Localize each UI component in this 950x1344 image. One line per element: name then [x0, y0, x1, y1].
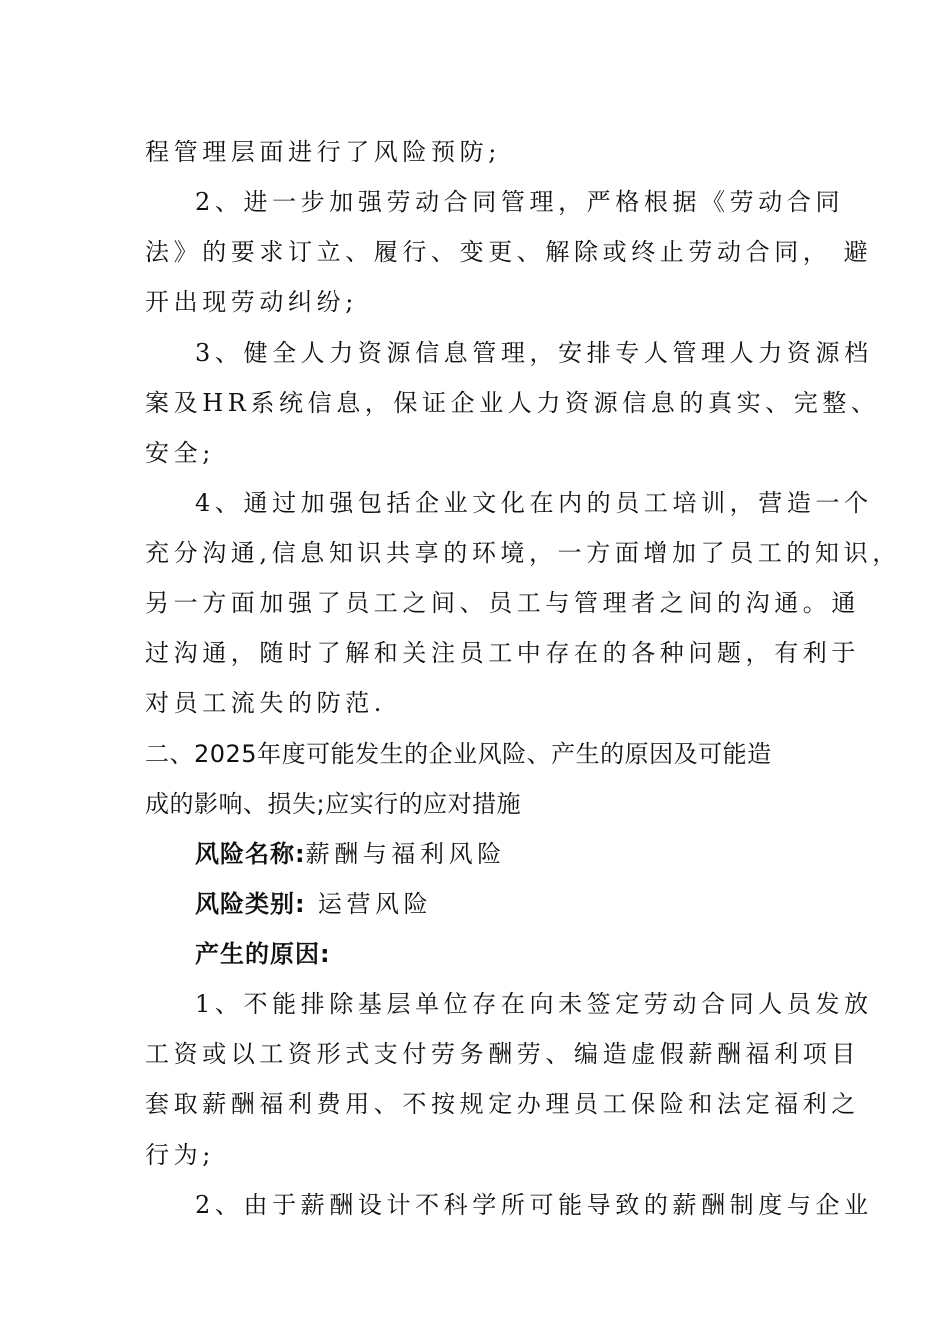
- text-line: 案及HR系统信息，保证企业人力资源信息的真实、完整、: [145, 389, 880, 417]
- text-line: 2、由于薪酬设计不科学所可能导致的薪酬制度与企业: [195, 1191, 873, 1219]
- risk-name-label: 风险名称:: [195, 840, 306, 868]
- risk-name-row: [195, 832, 807, 876]
- text-line: 套取薪酬福利费用、不按规定办理员工保险和法定福利之: [145, 1090, 860, 1118]
- text-line: 2、进一步加强劳动合同管理，严格根据《劳动合同: [195, 188, 845, 216]
- text-line: 工资或以工资形式支付劳务酬劳、编造虚假薪酬福利项目: [145, 1040, 860, 1068]
- text-line: 开出现劳动纠纷;: [145, 288, 358, 316]
- text-line: 对员工流失的防范.: [145, 689, 387, 717]
- text-line: 另一方面加强了员工之间、员工与管理者之间的沟通。通: [145, 589, 860, 617]
- text-line: 法》的要求订立、履行、变更、解除或终止劳动合同， 避: [145, 238, 873, 266]
- text-line: 3、健全人力资源信息管理，安排专人管理人力资源档: [195, 339, 873, 367]
- text-line: 程管理层面进行了风险预防;: [145, 138, 501, 166]
- risk-name-value: 薪酬与福利风险: [305, 840, 506, 868]
- risk-type-row: [195, 882, 807, 926]
- text-line: 过沟通，随时了解和关注员工中存在的各种问题，有利于: [145, 639, 860, 667]
- risk-type-value: 运营风险: [317, 890, 433, 918]
- text-line: 充分沟通,信息知识共享的环境，一方面增加了员工的知识，: [145, 539, 901, 567]
- cause-heading-text: 产生的原因:: [195, 940, 331, 968]
- text-line: 1、不能排除基层单位存在向未签定劳动合同人员发放: [195, 990, 873, 1018]
- text-line: 4、通过加强包括企业文化在内的员工培训，营造一个: [195, 489, 873, 517]
- section-heading: 二、2025年度可能发生的企业风险、产生的原因及可能造: [145, 740, 772, 768]
- cause-heading: [195, 932, 807, 976]
- text-line: 安全;: [145, 439, 215, 467]
- section-heading: 成的影响、损失;应实行的应对措施: [145, 790, 522, 818]
- risk-type-label: 风险类别:: [195, 890, 306, 918]
- text-line: 行为;: [145, 1141, 215, 1169]
